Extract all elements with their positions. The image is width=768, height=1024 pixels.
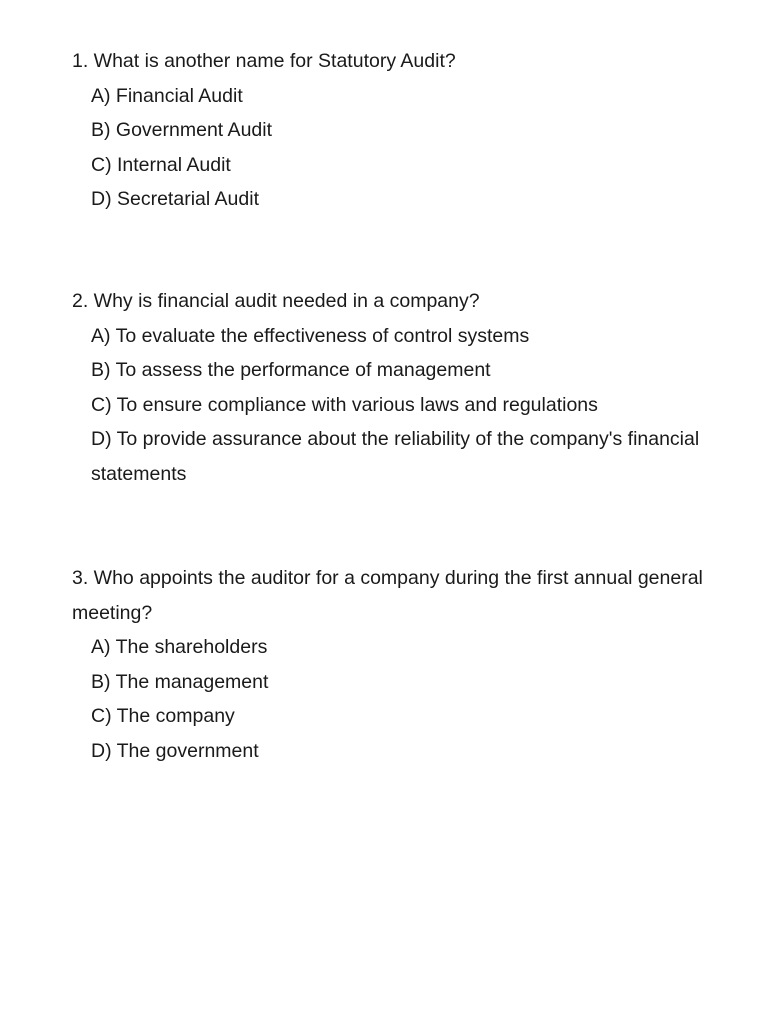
question-text: 3. Who appoints the auditor for a company during the first annual general meeting? [72, 567, 703, 624]
option-c: C) To ensure compliance with various laws and regulations [91, 393, 598, 416]
option-d: D) The government [91, 739, 259, 762]
option-b: B) The management [91, 670, 269, 693]
option-b: B) Government Audit [91, 119, 273, 141]
question-text: 2. Why is financial audit needed in a company? [72, 290, 480, 312]
option-list [72, 630, 744, 768]
option-list [72, 319, 744, 492]
option-c: C) The company [91, 705, 235, 727]
option-b: B) To assess the performance of management [91, 359, 491, 381]
option-d: D) Secretarial Audit [91, 188, 259, 210]
question-text: 1. What is another name for Statutory Audit? [72, 50, 456, 72]
option-list [72, 79, 744, 217]
question-1 [72, 44, 744, 217]
option-a: A) The shareholders [91, 636, 268, 658]
option-c: C) Internal Audit [91, 153, 231, 176]
option-d: D) To provide assurance about the reliability of the company's financial statements [91, 428, 700, 485]
question-2 [72, 284, 744, 491]
question-3 [72, 561, 744, 768]
option-a: A) To evaluate the effectiveness of control systems [91, 324, 530, 347]
option-a: A) Financial Audit [91, 84, 243, 107]
